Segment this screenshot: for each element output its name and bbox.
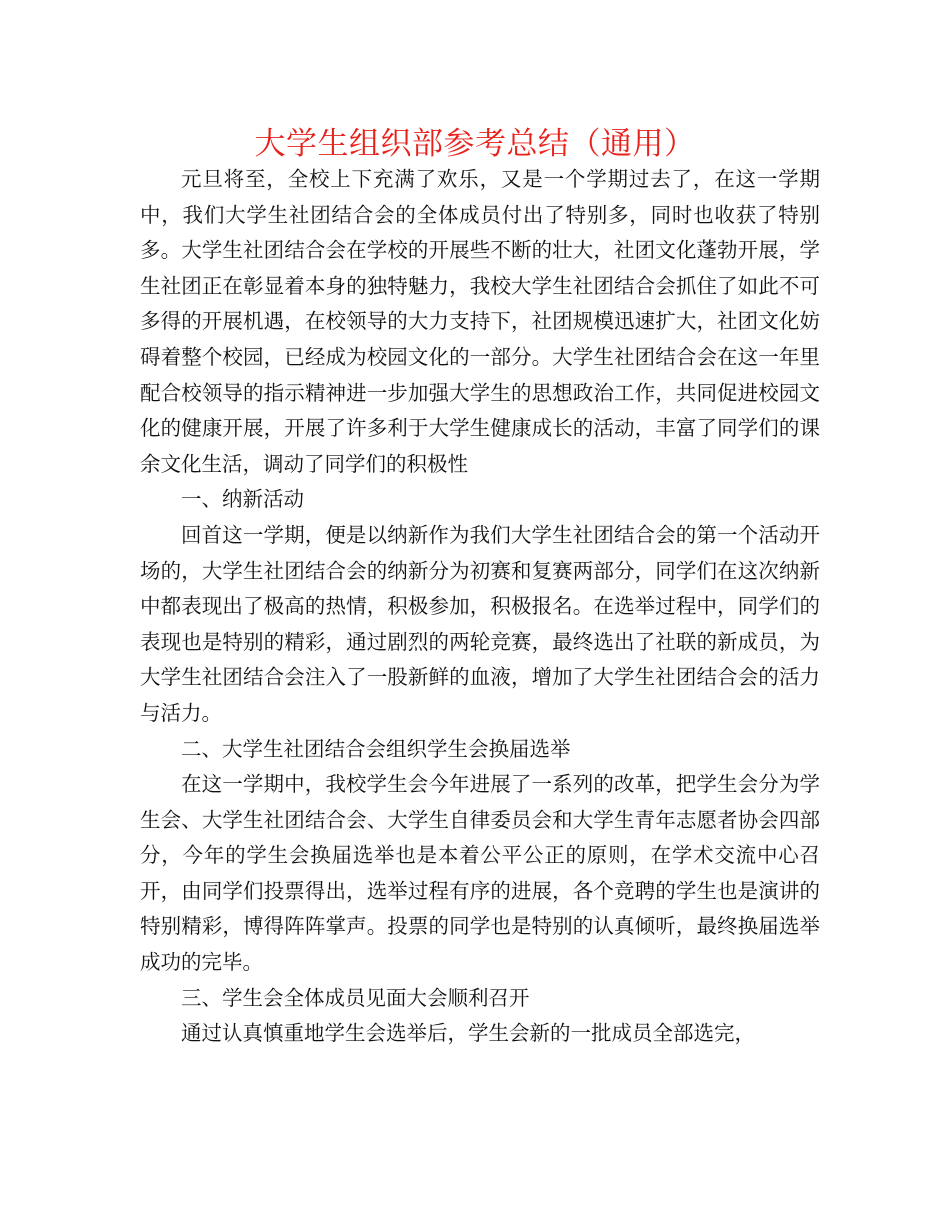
paragraph-section-1: 回首这一学期，便是以纳新作为我们大学生社团结合会的第一个活动开场的，大学生社团结合会的纳新分为初赛和复赛两部分，同学们在这次纳新中都表现出了极高的热情，积极参加，积极报名。在选举过程中，同学们的表现也是特别的精彩，通过剧烈的两轮竞赛，最终选出了社联的新成员，为大学生社团结合会注入了一股新鲜的血液，增加了大学生社团结合会的活力与活力。 xyxy=(140,522,820,725)
paragraph-intro: 元旦将至，全校上下充满了欢乐，又是一个学期过去了，在这一学期中，我们大学生社团结合会的全体成员付出了特别多，同时也收获了特别多。大学生社团结合会在学校的开展些不断的壮大，社团文化蓬勃开展，学生社团正在彰显着本身的独特魅力，我校大学生社团结合会抓住了如此不可多得的开展机遇，在校领导的大力支持下，社团规模迅速扩大，社团文化妨碍着整个校园，已经成为校园文化的一部分。大学生社团结合会在这一年里配合校领导的指示精神进一步加强大学生的思想政治工作，共同促进校园文化的健康开展，开展了许多利于大学生健康成长的活动，丰富了同学们的课余文化生活，调动了同学们的积极性 xyxy=(140,167,820,476)
paragraph-section-2: 在这一学期中，我校学生会今年进展了一系列的改革，把学生会分为学生会、大学生社团结合会、大学生自律委员会和大学生青年志愿者协会四部分，今年的学生会换届选举也是本着公平公正的原则，在学术交流中心召开，由同学们投票得出，选举过程有序的进展，各个竞聘的学生也是演讲的特别精彩，博得阵阵掌声。投票的同学也是特别的认真倾听，最终换届选举成功的完毕。 xyxy=(140,772,820,975)
paragraph-section-3: 通过认真慎重地学生会选举后，学生会新的一批成员全部选完， xyxy=(181,1021,755,1046)
section-heading-3: 三、学生会全体成员见面大会顺利召开 xyxy=(181,985,530,1010)
document-body xyxy=(140,162,820,1052)
document-title: 大学生组织部参考总结（通用） xyxy=(254,126,696,162)
section-heading-1: 一、纳新活动 xyxy=(181,487,304,512)
section-heading-2: 二、大学生社团结合会组织学生会换届选举 xyxy=(181,736,571,761)
